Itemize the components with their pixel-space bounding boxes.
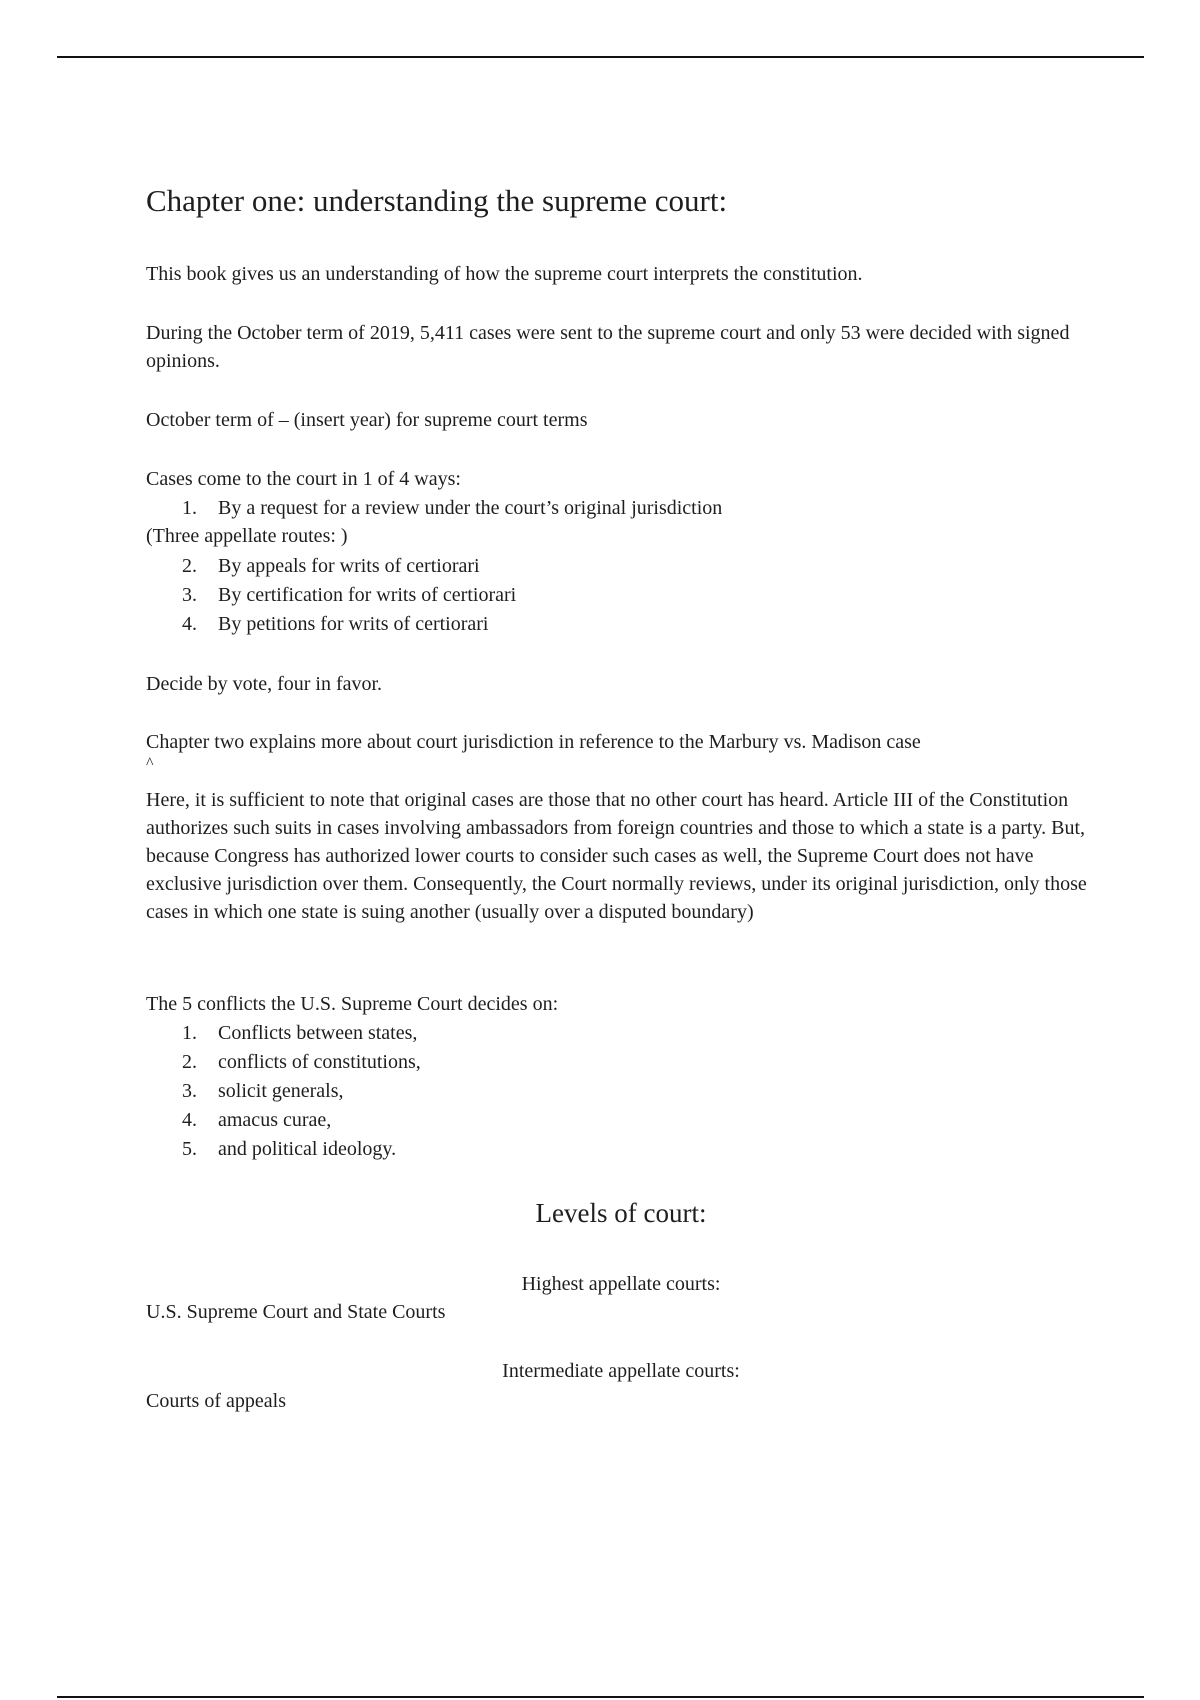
paragraph-vote: Decide by vote, four in favor. [146,673,383,695]
paragraph-chapter-two: Chapter two explains more about court jurisdiction in reference to the Marbury vs. Madison case [146,731,921,753]
highest-courts-label: Highest appellate courts: [521,1273,721,1295]
paragraph-term-naming: October term of – (insert year) for supreme court terms [146,409,588,431]
list-item-conflict-3: 3. solicit generals, [182,1080,344,1102]
list-item-way-4: 4. By petitions for writs of certiorari [182,613,489,635]
intermediate-courts-value: Courts of appeals [146,1390,286,1412]
appellate-routes-note: (Three appellate routes: ) [146,525,348,547]
paragraph-original-cases: Here, it is sufficient to note that original cases are those that no other court has heard. Article III of the Constitution authorizes such suits in cases involving ambassadors from foreign countries and those to which a state is a party. But, because Congress has authorized lower courts to consider such cases as well, the Supreme Court does not have exclusive jurisdiction over them. Consequently, the Court normally reviews, under its original jurisdiction, only those cases in which one state is suing another (usually over a disputed boundary) [146,789,1087,923]
top-rule [57,56,1144,58]
list-item-way-2: 2. By appeals for writs of certiorari [182,555,480,577]
levels-heading: Levels of court: [535,1198,707,1228]
paragraph-intro: This book gives us an understanding of how the supreme court interprets the constitution. [146,263,863,285]
list-item-conflict-1: 1. Conflicts between states, [182,1022,418,1044]
list-item-conflict-5: 5. and political ideology. [182,1138,397,1160]
list-item-way-1: 1. By a request for a review under the court’s original jurisdiction [182,497,723,519]
intermediate-courts-label: Intermediate appellate courts: [502,1360,740,1382]
caret-mark: ^ [146,755,154,772]
bottom-rule [57,1696,1144,1698]
list-item-conflict-4: 4. amacus curae, [182,1109,332,1131]
paragraph-ways-intro: Cases come to the court in 1 of 4 ways: [146,468,461,490]
list-item-way-3: 3. By certification for writs of certiorari [182,584,517,606]
chapter-title: Chapter one: understanding the supreme court: [146,183,728,218]
list-item-conflict-2: 2. conflicts of constitutions, [182,1051,421,1073]
paragraph-conflicts-intro: The 5 conflicts the U.S. Supreme Court decides on: [146,993,559,1015]
highest-courts-value: U.S. Supreme Court and State Courts [146,1301,446,1323]
paragraph-term-stats: During the October term of 2019, 5,411 cases were sent to the supreme court and only 53 were decided with signed opinions. [146,322,1070,372]
